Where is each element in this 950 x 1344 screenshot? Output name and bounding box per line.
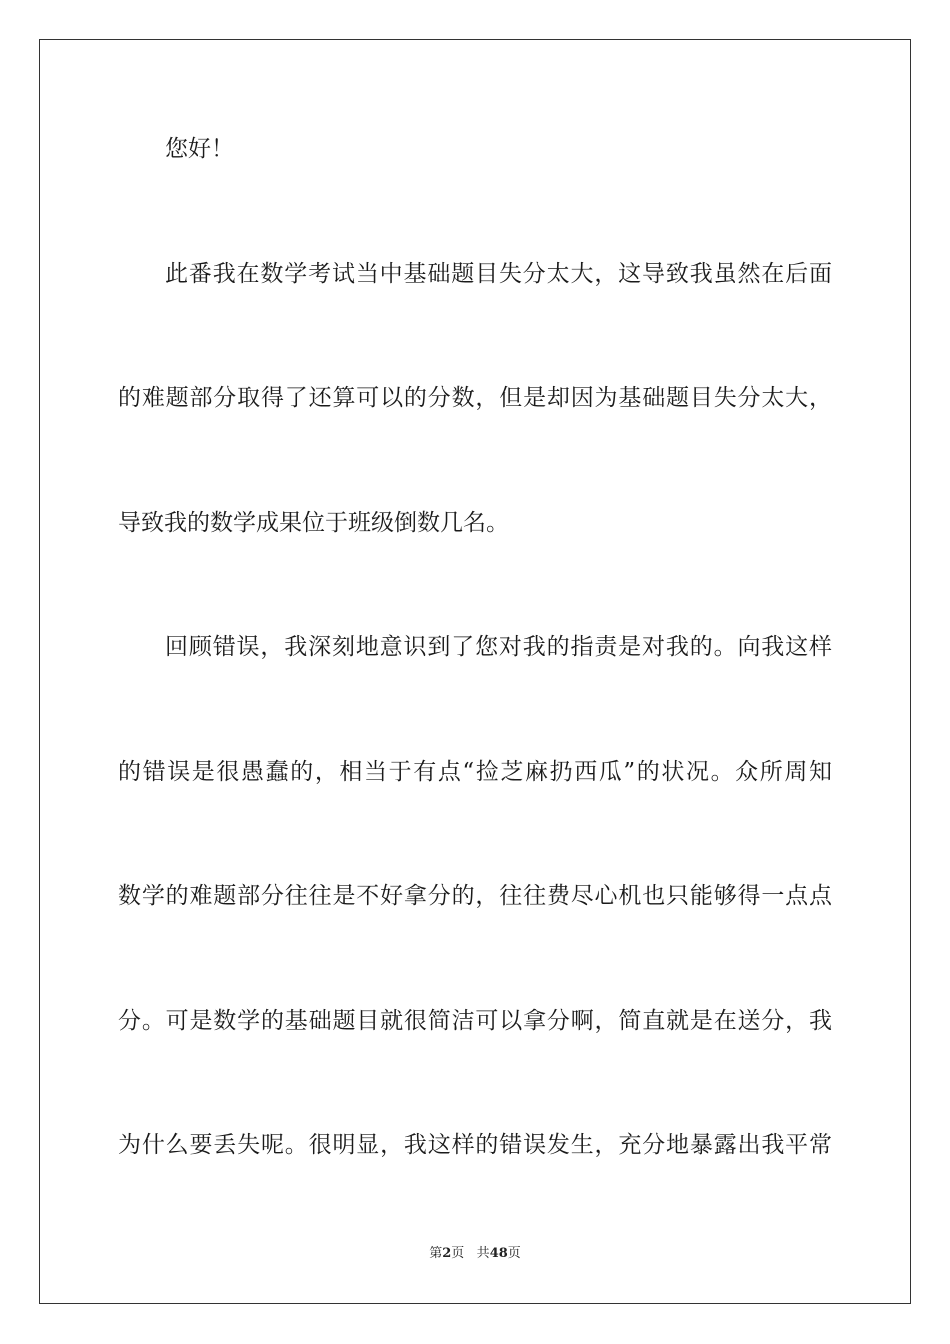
body-line-7: 分。可是数学的基础题目就很简洁可以拿分啊，简直就是在送分，我 xyxy=(118,1008,832,1034)
body-line-3: 导致我的数学成果位于班级倒数几名。 xyxy=(118,510,509,536)
page-prefix: 第 xyxy=(429,1246,443,1261)
body-line-4: 回顾错误，我深刻地意识到了您对我的指责是对我的。向我这样 xyxy=(165,634,832,660)
body-line-8: 为什么要丢失呢。很明显，我这样的错误发生，充分地暴露出我平常 xyxy=(118,1132,832,1158)
total-pages: 48 xyxy=(489,1246,508,1261)
greeting-line: 您好！ xyxy=(165,136,234,162)
body-line-1: 此番我在数学考试当中基础题目失分太大，这导致我虽然在后面 xyxy=(165,261,832,287)
body-line-2: 的难题部分取得了还算可以的分数，但是却因为基础题目失分太大， xyxy=(118,385,832,411)
page-footer xyxy=(0,1246,950,1262)
page-suffix: 页 xyxy=(451,1246,465,1261)
total-prefix: 共 xyxy=(476,1246,490,1261)
body-line-6: 数学的难题部分往往是不好拿分的，往往费尽心机也只能够得一点点 xyxy=(118,883,832,909)
total-suffix: 页 xyxy=(507,1246,521,1261)
page-number: 2 xyxy=(442,1246,452,1261)
page-frame xyxy=(39,39,911,1304)
body-line-5: 的错误是很愚蠢的，相当于有点“捡芝麻扔西瓜”的状况。众所周知 xyxy=(118,759,832,785)
